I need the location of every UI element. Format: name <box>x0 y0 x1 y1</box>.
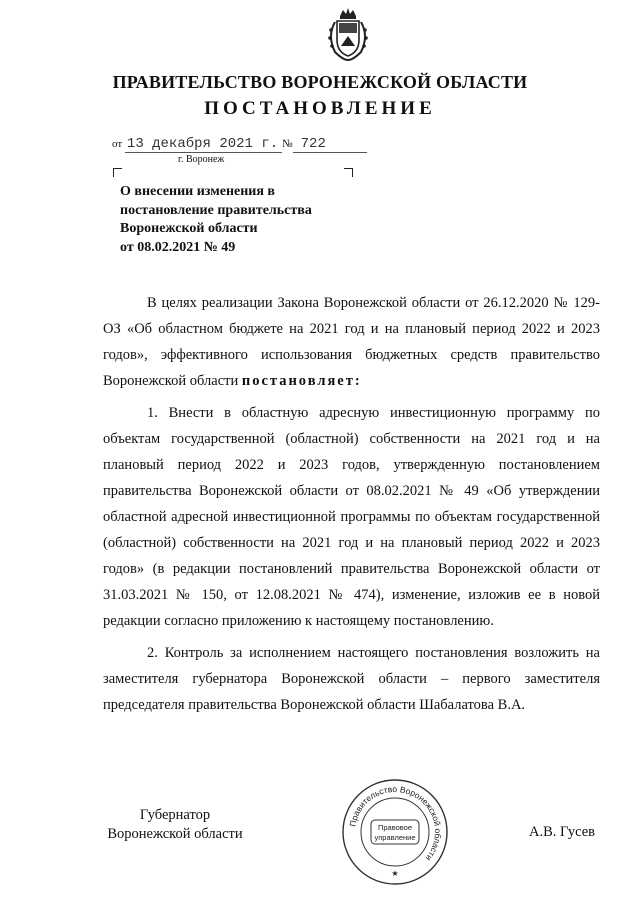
signatory-name: А.В. Гусев <box>529 824 595 840</box>
organization-name: ПРАВИТЕЛЬСТВО ВОРОНЕЖСКОЙ ОБЛАСТИ <box>112 72 528 92</box>
document-number: 722 <box>293 136 367 153</box>
preamble-paragraph <box>103 290 600 394</box>
official-seal-icon <box>340 776 450 888</box>
item-2-paragraph: 2. Контроль за исполнением настоящего постановления возложить на заместителя губернатора Воронежской области – первого заместителя председателя правительства Воронежской области Шабалатова В.А. <box>103 645 600 713</box>
preamble-text: В целях реализации Закона Воронежской области от 26.12.2020 № 129-ОЗ «Об областном бюджете на 2021 год и на плановый период 2022 и 2023 годов», эффективного использования бюджетных средств правительство Воронежской области <box>103 295 600 389</box>
seal-center-line: управление <box>374 833 416 842</box>
subject-line: Воронежской области <box>120 221 258 236</box>
corner-mark-right <box>344 168 353 177</box>
signatory-title-line: Воронежской области <box>107 826 243 842</box>
document-meta <box>112 136 367 153</box>
signatory-title-line: Губернатор <box>139 807 211 823</box>
document-body <box>103 290 600 724</box>
item-1-paragraph: 1. Внести в областную адресную инвестиционную программу по объектам государственной (областной) собственности на 2021 год и на плановый период 2022 и 2023 годов, утвержденную постановлением правительства Воронежской области от 08.02.2021 № 49 «Об утверждении областной адресной инвестиционной программы по объектам государственной (областной) собственности на 2021 год и на плановый период 2022 и 2023 годов» (в редакции постановлений правительства Воронежской области от 31.03.2021 № 150, от 12.08.2021 № 474), изменение, изложив ее в новой редакции согласно приложению к настоящему постановлению. <box>103 405 600 629</box>
decree-word: постановляет: <box>241 373 362 389</box>
seal-center-line: Правовое <box>377 823 413 832</box>
subject-line: постановление правительства <box>120 202 312 218</box>
number-label: № <box>282 138 293 150</box>
date-prefix: от <box>112 138 123 150</box>
document-type: ПОСТАНОВЛЕНИЕ <box>204 98 436 119</box>
coat-of-arms-icon <box>325 6 371 62</box>
document-city: г. Воронеж <box>178 154 225 165</box>
signatory-title <box>100 806 250 844</box>
document-date: 13 декабря 2021 г. <box>125 136 282 153</box>
document-subject <box>120 183 360 257</box>
corner-mark-left <box>113 168 122 177</box>
subject-line: О внесении изменения в <box>120 184 275 199</box>
svg-text:★: ★ <box>391 869 399 878</box>
seal-ring-text: Правительство Воронежской области <box>347 783 444 864</box>
subject-line: от 08.02.2021 № 49 <box>120 239 236 255</box>
